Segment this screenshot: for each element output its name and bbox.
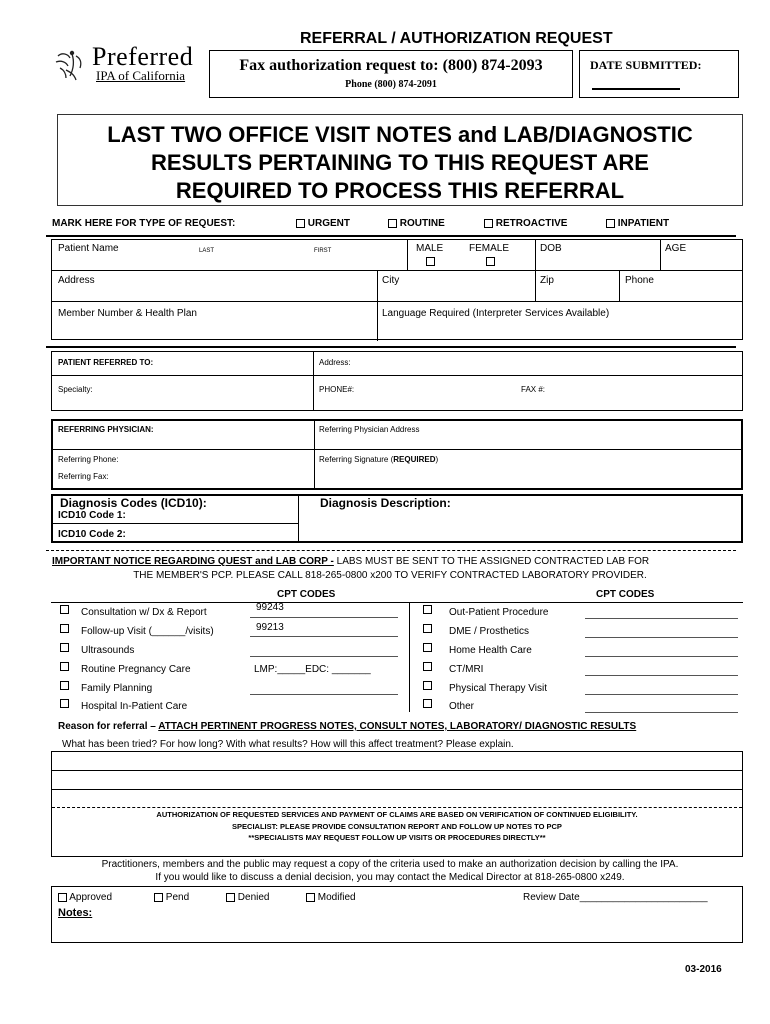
referring-fax-label: Referring Fax: bbox=[58, 472, 109, 481]
col-divider bbox=[660, 240, 661, 270]
divider bbox=[46, 235, 736, 237]
checkbox-icon bbox=[306, 893, 315, 902]
service-label: Hospital In-Patient Care bbox=[81, 701, 188, 712]
col-divider bbox=[409, 602, 410, 712]
lmp-edc-field: LMP:_____EDC: _______ bbox=[254, 664, 371, 675]
checkbox-icon bbox=[423, 681, 432, 690]
reason-label bbox=[58, 721, 636, 732]
referred-to-label: PATIENT REFERRED TO: bbox=[58, 358, 154, 367]
language-label: Language Required (Interpreter Services Available) bbox=[382, 308, 610, 319]
fax-box bbox=[209, 50, 573, 98]
decision-approved-label: Approved bbox=[69, 892, 113, 903]
lab-notice-text2: THE MEMBER'S PCP. PLEASE CALL 818-265-0800 x200 TO VERIFY CONTRACTED LABORATORY PROVIDER. bbox=[133, 570, 647, 581]
checkbox-icon bbox=[423, 699, 432, 708]
service-label: Follow-up Visit (______/visits) bbox=[81, 626, 214, 637]
male-checkbox[interactable] bbox=[426, 257, 435, 266]
phone-label: Phone bbox=[625, 275, 654, 286]
service-label: Routine Pregnancy Care bbox=[81, 664, 191, 675]
decision-modified[interactable] bbox=[306, 892, 356, 903]
signature-suffix: ) bbox=[435, 455, 439, 464]
date-submitted-label: DATE SUBMITTED: bbox=[590, 58, 702, 72]
specialty-label: Specialty: bbox=[58, 385, 93, 394]
required-notice-box bbox=[57, 114, 743, 206]
service-label: Consultation w/ Dx & Report bbox=[81, 607, 207, 618]
col-divider bbox=[313, 352, 314, 410]
logo-name: Preferred bbox=[92, 42, 194, 71]
option-retroactive-label: RETROACTIVE bbox=[495, 218, 568, 229]
icd10-code2-label: ICD10 Code 2: bbox=[58, 529, 126, 540]
cpt-line bbox=[250, 656, 398, 657]
checkbox-icon bbox=[60, 681, 69, 690]
row-divider bbox=[53, 523, 298, 524]
cpt-line bbox=[585, 656, 738, 657]
service-label: Home Health Care bbox=[449, 645, 532, 656]
decision-modified-label: Modified bbox=[317, 892, 356, 903]
notice-line-2: RESULTS PERTAINING TO THIS REQUEST ARE bbox=[151, 150, 649, 175]
icd10-code1-label: ICD10 Code 1: bbox=[58, 510, 126, 521]
referred-fax-label: FAX #: bbox=[521, 385, 546, 394]
female-label: FEMALE bbox=[469, 243, 510, 254]
service-label: Ultrasounds bbox=[81, 645, 135, 656]
reason-prefix: Reason for referral – bbox=[58, 721, 159, 732]
row-divider bbox=[53, 449, 741, 450]
option-urgent-label: URGENT bbox=[307, 218, 351, 229]
option-retroactive[interactable] bbox=[484, 218, 567, 229]
patient-name-label: Patient Name bbox=[58, 243, 119, 254]
checkbox-icon bbox=[60, 605, 69, 614]
cpt-codes-header-left: CPT CODES bbox=[277, 589, 336, 600]
checkbox-icon bbox=[423, 624, 432, 633]
col-divider bbox=[619, 270, 620, 301]
col-divider bbox=[377, 270, 378, 341]
signature-required: REQUIRED bbox=[393, 455, 436, 464]
checkbox-icon bbox=[484, 219, 493, 228]
diagnosis-codes-label: Diagnosis Codes (ICD10): bbox=[60, 496, 207, 510]
cpt-line bbox=[585, 675, 738, 676]
option-routine[interactable] bbox=[388, 218, 445, 229]
decision-pend[interactable] bbox=[154, 892, 189, 903]
criteria-line-1: Practitioners, members and the public may request a copy of the criteria used to make an authorization decision by calling the IPA. bbox=[101, 859, 679, 870]
diagnosis-description-label: Diagnosis Description: bbox=[320, 496, 451, 510]
referred-address-label: Address: bbox=[319, 358, 351, 367]
decision-denied-label: Denied bbox=[237, 892, 270, 903]
cpt-code: 99213 bbox=[256, 622, 284, 633]
cpt-line bbox=[250, 694, 398, 695]
reason-attach: ATTACH PERTINENT PROGRESS NOTES, CONSULT NOTES, LABORATORY/ DIAGNOSTIC RESULTS bbox=[158, 721, 637, 732]
checkbox-icon bbox=[60, 699, 69, 708]
cpt-line bbox=[585, 637, 738, 638]
notes-text: Notes: bbox=[58, 907, 93, 919]
cpt-line bbox=[585, 712, 738, 713]
referred-to-table bbox=[51, 351, 743, 411]
checkbox-icon bbox=[154, 893, 163, 902]
notice-line-3: REQUIRED TO PROCESS THIS REFERRAL bbox=[175, 178, 625, 203]
age-label: AGE bbox=[665, 243, 687, 254]
date-submitted-line bbox=[592, 88, 680, 90]
referring-phone-label: Referring Phone: bbox=[58, 455, 119, 464]
referring-physician-label: REFERRING PHYSICIAN: bbox=[58, 425, 154, 434]
checkbox-icon bbox=[60, 624, 69, 633]
notes-label bbox=[58, 907, 92, 919]
last-label: LAST bbox=[199, 248, 215, 254]
first-label: FIRST bbox=[314, 248, 332, 254]
service-label: DME / Prosthetics bbox=[449, 626, 530, 637]
checkbox-icon bbox=[60, 643, 69, 652]
lab-notice-title: IMPORTANT NOTICE REGARDING QUEST and LAB CORP - bbox=[52, 556, 334, 567]
checkbox-icon bbox=[226, 893, 235, 902]
city-label: City bbox=[382, 275, 400, 286]
service-label: CT/MRI bbox=[449, 664, 484, 675]
divider bbox=[46, 550, 736, 551]
dob-label: DOB bbox=[540, 243, 562, 254]
col-divider bbox=[407, 240, 408, 270]
col-divider bbox=[535, 240, 536, 301]
logo bbox=[52, 44, 202, 86]
checkbox-icon bbox=[423, 605, 432, 614]
checkbox-icon bbox=[58, 893, 67, 902]
option-urgent[interactable] bbox=[296, 218, 350, 229]
row-divider bbox=[52, 770, 742, 771]
cpt-code: 99243 bbox=[256, 602, 284, 613]
referring-address-label: Referring Physician Address bbox=[319, 425, 420, 434]
service-label: Out-Patient Procedure bbox=[449, 607, 549, 618]
logo-subtitle: IPA of California bbox=[96, 68, 186, 83]
male-label: MALE bbox=[416, 243, 444, 254]
reason-question: What has been tried? For how long? With what results? How will this affect treatment? Please explain. bbox=[62, 739, 514, 750]
authorization-line-3: **SPECIALISTS MAY REQUEST FOLLOW UP VISITS OR PROCEDURES DIRECTLY** bbox=[248, 833, 546, 842]
cpt-line bbox=[585, 694, 738, 695]
female-checkbox[interactable] bbox=[486, 257, 495, 266]
cpt-line bbox=[250, 636, 398, 637]
service-label: Physical Therapy Visit bbox=[449, 683, 548, 694]
decision-pend-label: Pend bbox=[165, 892, 190, 903]
referring-signature-label bbox=[319, 455, 438, 464]
checkbox-icon bbox=[60, 662, 69, 671]
row-divider bbox=[52, 375, 742, 376]
service-label: Other bbox=[449, 701, 475, 712]
address-label: Address bbox=[58, 275, 95, 286]
request-type-label: MARK HERE FOR TYPE OF REQUEST: bbox=[52, 218, 236, 229]
logo-figure-icon bbox=[52, 48, 92, 82]
form-version: 03-2016 bbox=[685, 964, 722, 975]
patient-info-table bbox=[51, 239, 743, 340]
review-date[interactable]: Review Date_______________________ bbox=[523, 892, 708, 903]
cpt-codes-header-right: CPT CODES bbox=[596, 589, 655, 600]
authorization-line-1: AUTHORIZATION OF REQUESTED SERVICES AND PAYMENT OF CLAIMS ARE BASED ON VERIFICATION OF CONTINUED ELIGIBILITY. bbox=[156, 810, 638, 819]
decision-approved[interactable] bbox=[58, 892, 112, 903]
checkbox-icon bbox=[606, 219, 615, 228]
row-divider bbox=[52, 807, 742, 808]
notice-line-1: LAST TWO OFFICE VISIT NOTES and LAB/DIAGNOSTIC bbox=[107, 122, 693, 147]
checkbox-icon bbox=[423, 643, 432, 652]
cpt-line bbox=[585, 618, 738, 619]
authorization-line-2: SPECIALIST: PLEASE PROVIDE CONSULTATION REPORT AND FOLLOW UP NOTES TO PCP bbox=[232, 822, 562, 831]
option-routine-label: ROUTINE bbox=[399, 218, 445, 229]
form-title: REFERRAL / AUTHORIZATION REQUEST bbox=[300, 30, 613, 47]
row-divider bbox=[52, 270, 742, 271]
divider bbox=[51, 602, 743, 603]
referred-phone-label: PHONE#: bbox=[319, 385, 355, 394]
checkbox-icon bbox=[423, 662, 432, 671]
row-divider bbox=[52, 301, 742, 302]
option-inpatient-label: INPATIENT bbox=[617, 218, 670, 229]
criteria-line-2: If you would like to discuss a denial decision, you may contact the Medical Director at 818-265-0800 x249. bbox=[155, 872, 625, 883]
zip-label: Zip bbox=[540, 275, 554, 286]
divider bbox=[46, 346, 736, 348]
member-label: Member Number & Health Plan bbox=[58, 308, 197, 319]
checkbox-icon bbox=[296, 219, 305, 228]
fax-line: Fax authorization request to: (800) 874-2093 bbox=[239, 57, 543, 74]
date-submitted-box[interactable] bbox=[579, 50, 739, 98]
option-inpatient[interactable] bbox=[606, 218, 669, 229]
col-divider bbox=[298, 496, 299, 541]
row-divider bbox=[52, 789, 742, 790]
signature-prefix: Referring Signature ( bbox=[319, 455, 394, 464]
service-label: Family Planning bbox=[81, 683, 153, 694]
lab-notice bbox=[52, 556, 742, 567]
cpt-line bbox=[250, 617, 398, 618]
lab-notice-text1: LABS MUST BE SENT TO THE ASSIGNED CONTRACTED LAB FOR bbox=[333, 556, 650, 567]
decision-denied[interactable] bbox=[226, 892, 269, 903]
checkbox-icon bbox=[388, 219, 397, 228]
col-divider bbox=[314, 421, 315, 488]
phone-line: Phone (800) 874-2091 bbox=[345, 79, 437, 90]
